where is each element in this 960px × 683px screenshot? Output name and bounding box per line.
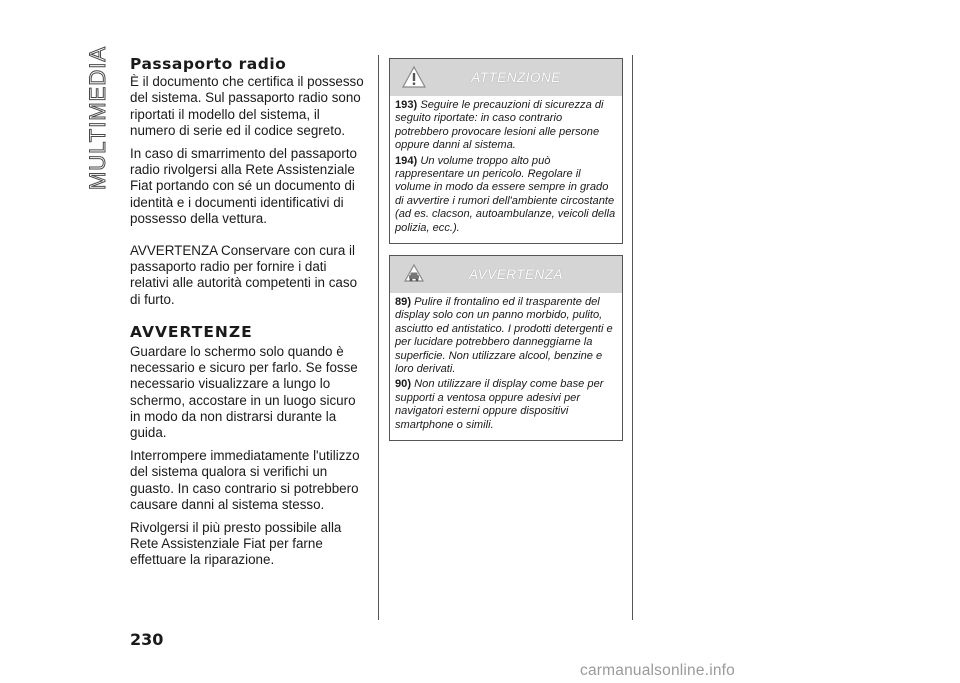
paragraph: AVVERTENZA Conservare con cura il passaporto radio per fornire i dati relativi alle autorità competenti in caso di furto. bbox=[130, 243, 358, 307]
avvertenza-header bbox=[390, 256, 622, 293]
note-number: 89) bbox=[395, 296, 412, 308]
paragraph: Guardare lo schermo solo quando è necessario e sicuro per farlo. Se fosse necessario visualizzare a lungo lo schermo, accostare in un luogo sicuro in modo da non distrarsi durante la guida. bbox=[130, 344, 358, 441]
note-item bbox=[395, 99, 618, 153]
paragraph: Rivolgersi il più presto possibile alla Rete Assistenziale Fiat per farne effettuare la riparazione. bbox=[130, 520, 342, 568]
note-text: Seguire le precauzioni di sicurezza di seguito riportate: in caso contrario potrebbero provocare lesioni alle persone oppure danni al sistema. bbox=[395, 99, 604, 152]
column-divider bbox=[632, 55, 633, 620]
attenzione-box bbox=[389, 58, 623, 244]
note-text: Non utilizzare il display come base per supporti a ventosa oppure adesivi per navigatori esterni oppure dispositivi smartphone o simili. bbox=[395, 378, 604, 431]
attenzione-title: ATTENZIONE bbox=[471, 70, 561, 85]
note-item bbox=[395, 155, 618, 235]
page-number: 230 bbox=[130, 630, 164, 649]
warning-triangle-icon bbox=[402, 65, 426, 89]
note-number: 193) bbox=[395, 99, 418, 111]
watermark: carmanualsonline.info bbox=[580, 662, 735, 679]
warnings-heading: AVVERTENZE bbox=[130, 322, 253, 341]
car-warning-icon bbox=[402, 262, 426, 286]
note-text: Pulire il frontalino ed il trasparente del display solo con un panno morbido, pulito, asciutto ed antistatico. I prodotti detergenti e per lucidare potrebbero danneggiarne la superficie. Non utilizzare alcool, benzine e loro derivati. bbox=[395, 296, 613, 376]
main-column bbox=[130, 56, 368, 576]
section-tab-label: MULTIMEDIA bbox=[85, 45, 111, 191]
section-heading: Passaporto radio bbox=[130, 55, 287, 73]
section-tab bbox=[78, 45, 118, 191]
avvertenza-title: AVVERTENZA bbox=[468, 267, 564, 282]
avvertenza-box bbox=[389, 255, 623, 441]
note-item bbox=[395, 296, 618, 376]
attenzione-body bbox=[390, 96, 622, 243]
paragraph: Interrompere immediatamente l'utilizzo del sistema qualora si verifichi un guasto. In caso contrario si potrebbero causare danni al sistema stesso. bbox=[130, 448, 360, 512]
note-number: 90) bbox=[395, 378, 412, 391]
note-item bbox=[395, 378, 618, 432]
column-divider bbox=[378, 55, 379, 620]
note-text: Un volume troppo alto può rappresentare un pericolo. Regolare il volume in modo da essere sempre in grado di avvertire i rumori dell'ambiente circostante (ad es. clacson, autoambulanze, veicoli della polizia, ecc.). bbox=[395, 154, 616, 234]
attenzione-header bbox=[390, 59, 622, 96]
note-number: 194) bbox=[395, 154, 418, 167]
paragraph: In caso di smarrimento del passaporto radio rivolgersi alla Rete Assistenziale Fiat portando con sé un documento di identità e i documenti identificativi di possesso della vettura. bbox=[130, 146, 358, 226]
paragraph: È il documento che certifica il possesso del sistema. Sul passaporto radio sono riportati il modello del sistema, il numero di serie ed il codice segreto. bbox=[130, 74, 364, 138]
avvertenza-body bbox=[390, 293, 622, 440]
